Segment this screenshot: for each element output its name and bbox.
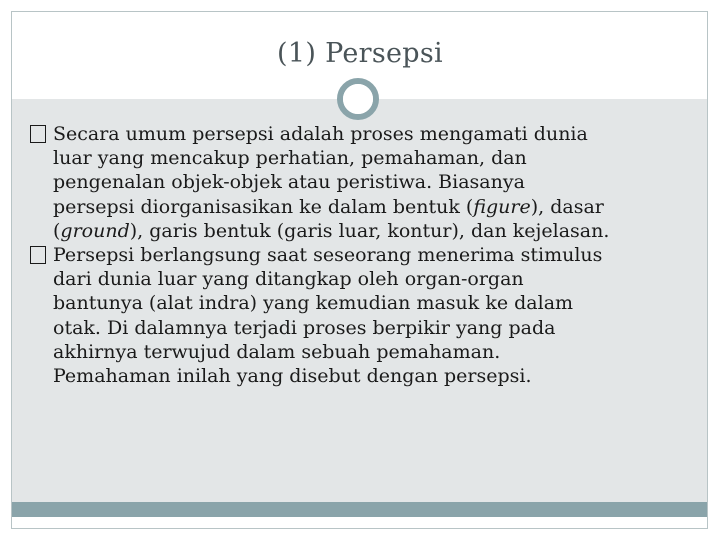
bullet-line: Pemahaman inilah yang disebut dengan persepsi. xyxy=(53,365,532,388)
bullet-line: (ground), garis bentuk (garis luar, kontur), dan kejelasan. xyxy=(53,219,610,242)
bullet-item xyxy=(30,122,695,243)
bullet-line: luar yang mencakup perhatian, pemahaman, dan xyxy=(53,147,527,170)
bullet-line: bantunya (alat indra) yang kemudian masuk ke dalam xyxy=(53,292,574,315)
circle-ornament-inner-ring xyxy=(343,84,373,114)
bullet-line: pengenalan objek-objek atau peristiwa. Biasanya xyxy=(53,171,525,194)
bullet-line: persepsi diorganisasikan ke dalam bentuk (figure), dasar xyxy=(53,195,604,218)
bullet-item xyxy=(30,243,695,388)
bullet-line: dari dunia luar yang ditangkap oleh organ-organ xyxy=(53,268,524,291)
bullet-line: otak. Di dalamnya terjadi proses berpikir yang pada xyxy=(53,316,556,339)
bullet-line: Persepsi berlangsung saat seseorang menerima stimulus xyxy=(53,244,603,267)
square-bullet-icon xyxy=(30,125,46,143)
bullet-line: akhirnya terwujud dalam sebuah pemahaman. xyxy=(53,340,501,363)
slide-title: (1) Persepsi xyxy=(277,38,443,69)
square-bullet-icon xyxy=(30,246,46,264)
bottom-accent-bar xyxy=(12,502,707,517)
body-text xyxy=(30,122,695,388)
bullet-line: Secara umum persepsi adalah proses mengamati dunia xyxy=(53,123,588,145)
